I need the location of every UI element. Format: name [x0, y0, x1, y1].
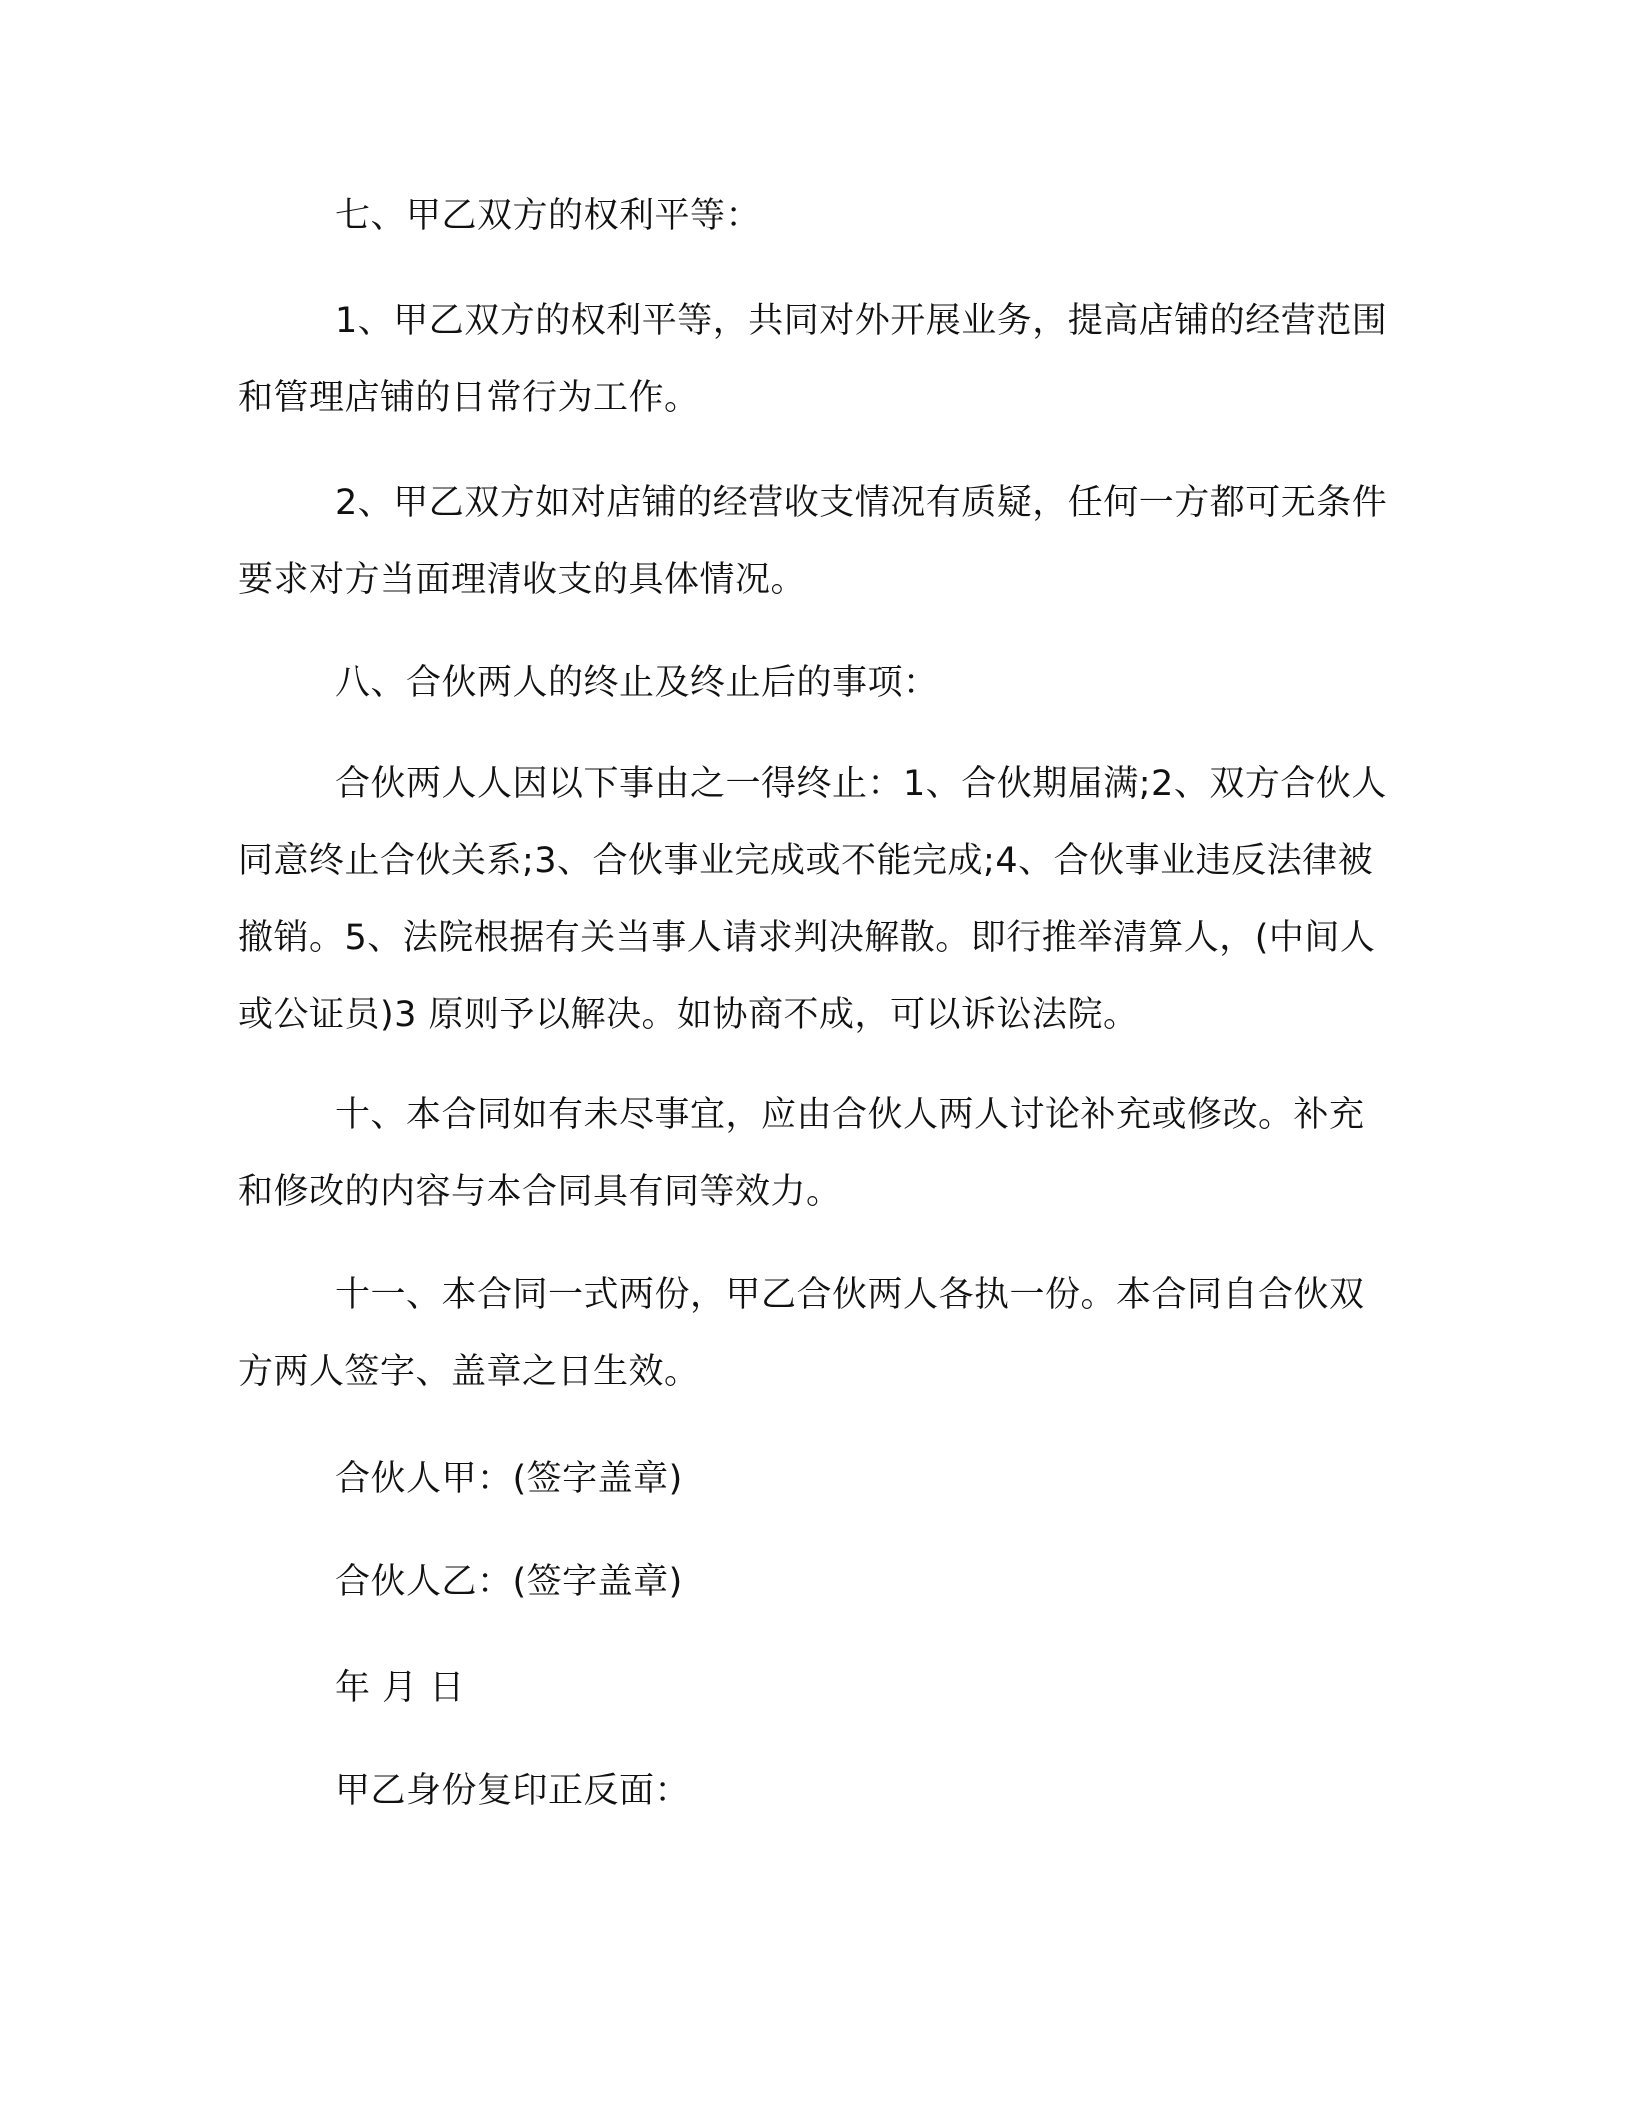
- partner-a-signature-line: 合伙人甲：(签字盖章): [335, 1459, 683, 1499]
- section-11-paragraph: 十一、本合同一式两份，甲乙合伙两人各执一份。本合同自合伙双方两人签字、盖章之日生效。: [238, 1275, 1365, 1392]
- section-10-paragraph: 十、本合同如有未尽事宜，应由合伙人两人讨论补充或修改。补充和修改的内容与本合同具有同等效力。: [238, 1095, 1365, 1212]
- section-7-heading: 七、甲乙双方的权利平等：: [335, 196, 762, 236]
- section-8-body: 合伙两人人因以下事由之一得终止：1、合伙期届满;2、双方合伙人同意终止合伙关系;3、合伙事业完成或不能完成;4、合伙事业违反法律被撤销。5、法院根据有关当事人请求判决解散。即行推举清算人，(中间人或公证员)3 原则予以解决。如协商不成，可以诉讼法院。: [238, 764, 1387, 1035]
- section-7-item-2: 2、甲乙双方如对店铺的经营收支情况有质疑，任何一方都可无条件要求对方当面理清收支的具体情况。: [238, 483, 1388, 600]
- section-8-heading: 八、合伙两人的终止及终止后的事项：: [335, 663, 939, 703]
- id-copy-line: 甲乙身份复印正反面：: [335, 1771, 691, 1811]
- section-7-item-1: 1、甲乙双方的权利平等，共同对外开展业务，提高店铺的经营范围和管理店铺的日常行为工作。: [238, 301, 1388, 418]
- partner-b-signature-line: 合伙人乙：(签字盖章): [335, 1562, 683, 1602]
- date-line: 年 月 日: [335, 1668, 465, 1708]
